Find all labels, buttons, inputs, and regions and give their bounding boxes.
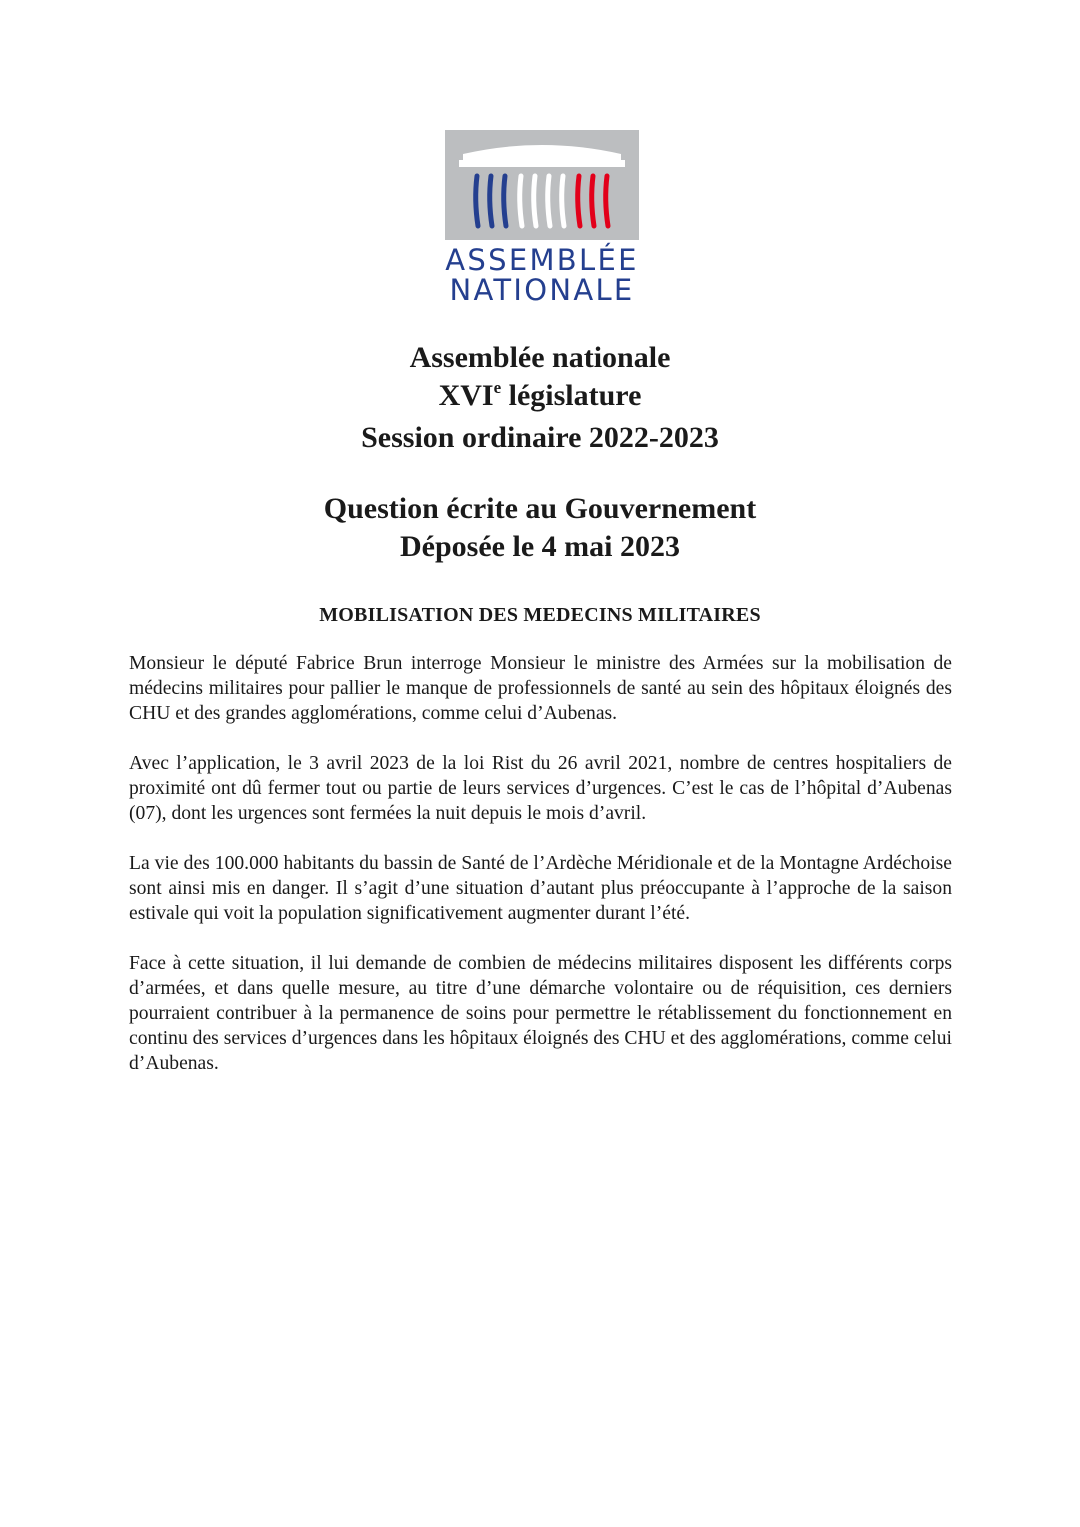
header-assembly: Assemblée nationale: [409, 341, 671, 374]
logo-text-assemblee: ASSEMBLÉE: [445, 243, 639, 277]
paragraph: La vie des 100.000 habitants du bassin de Santé de l’Ardèche Méridionale et de la Montagne Ardéchoise sont ainsi mis en danger. Il s’agit d’une situation d’autant plus préoccupante à l’approche de la saison estivale qui voit la population significativement augmenter durant l’été.: [129, 853, 952, 924]
header-legislature: [0, 377, 1080, 419]
logo-text-nationale: NATIONALE: [449, 273, 635, 307]
question-header: [0, 490, 1080, 566]
paragraph: Face à cette situation, il lui demande de combien de médecins militaires disposent les différents corps d’armées, et dans quelle mesure, au titre d’une démarche volontaire ou de réquisition, ces derniers pourraient contribuer à la permanence de soins pour permettre le rétablissement du fonctionnement en continu des services d’urgences dans les hôpitaux éloignés des CHU et des agglomérations, comme celui d’Aubenas.: [129, 953, 952, 1074]
legislature-number: XVI: [438, 379, 494, 412]
hemicycle-icon: [445, 130, 639, 240]
header-session: Session ordinaire 2022-2023: [361, 421, 719, 454]
question-subject: MOBILISATION DES MEDECINS MILITAIRES: [319, 604, 761, 626]
question-date: Déposée le 4 mai 2023: [400, 530, 680, 563]
paragraph: Avec l’application, le 3 avril 2023 de la loi Rist du 26 avril 2021, nombre de centres hospitaliers de proximité ont dû fermer tout ou partie de leurs services d’urgences. C’est le cas de l’hôpital d’Aubenas (07), dont les urgences sont fermées la nuit depuis le mois d’avril.: [129, 753, 952, 824]
question-body: [129, 651, 952, 1101]
assemblee-nationale-logo: [445, 130, 639, 307]
legislature-superscript: e: [493, 378, 502, 397]
paragraph: Monsieur le député Fabrice Brun interroge Monsieur le ministre des Armées sur la mobilisation de médecins militaires pour pallier le manque de professionnels de santé au sein des hôpitaux éloignés des CHU et des grandes agglomérations, comme celui d’Aubenas.: [129, 653, 952, 724]
logo-emblem: [445, 130, 639, 240]
document-header: [0, 339, 1080, 457]
question-type: Question écrite au Gouvernement: [323, 492, 757, 525]
legislature-word: législature: [501, 379, 642, 412]
